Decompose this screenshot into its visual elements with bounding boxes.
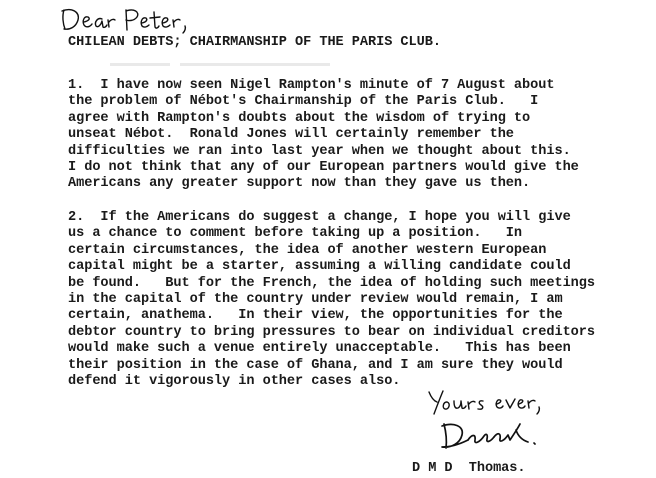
paragraph-1	[68, 78, 579, 193]
paragraph-line: the problem of Nébot's Chairmanship of the Paris Club. I	[68, 94, 539, 110]
signature	[438, 418, 548, 454]
paragraph-line: debtor country to bring pressures to bear on individual creditors	[68, 324, 595, 340]
paragraph-2	[68, 210, 595, 390]
handwritten-salutation	[58, 2, 198, 36]
paragraph-line: capital might be a starter, assuming a willing candidate could	[68, 259, 571, 275]
paragraph-line: 2. If the Americans do suggest a change, I hope you will give	[68, 210, 571, 225]
paragraph-line: certain, anathema. In their view, the opportunities for the	[68, 308, 563, 324]
paragraph-line: certain circumstances, the idea of another western European	[68, 242, 547, 258]
paragraph-line: Americans any greater support now than they gave us then.	[68, 176, 531, 192]
signatory-name: D M D Thomas.	[412, 461, 526, 476]
show-through-mark	[110, 58, 330, 72]
paragraph-line: defend it vigorously in other cases also.	[68, 373, 401, 389]
paragraph-line: I do not think that any of our European partners would give the	[68, 159, 579, 175]
paragraph-line: us a chance to comment before taking up a position. In	[68, 226, 523, 242]
paragraph-line: would make such a venue entirely unacceptable. This has been	[68, 341, 571, 357]
paragraph-line: unseat Nébot. Ronald Jones will certainly remember the	[68, 127, 514, 143]
paragraph-line: difficulties we ran into last year when we thought about this.	[68, 143, 571, 159]
paragraph-line: be found. But for the French, the idea of holding such meetings	[68, 275, 595, 291]
paragraph-line: agree with Rampton's doubts about the wisdom of trying to	[68, 110, 531, 126]
paragraph-line: their position in the case of Ghana, and I am sure they would	[68, 357, 563, 373]
paragraph-line: 1. I have now seen Nigel Rampton's minute of 7 August about	[68, 78, 555, 93]
letter-subject: CHILEAN DEBTS; CHAIRMANSHIP OF THE PARIS CLUB.	[68, 35, 441, 50]
handwritten-closing	[425, 388, 555, 416]
paragraph-line: in the capital of the country under review would remain, I am	[68, 291, 563, 307]
